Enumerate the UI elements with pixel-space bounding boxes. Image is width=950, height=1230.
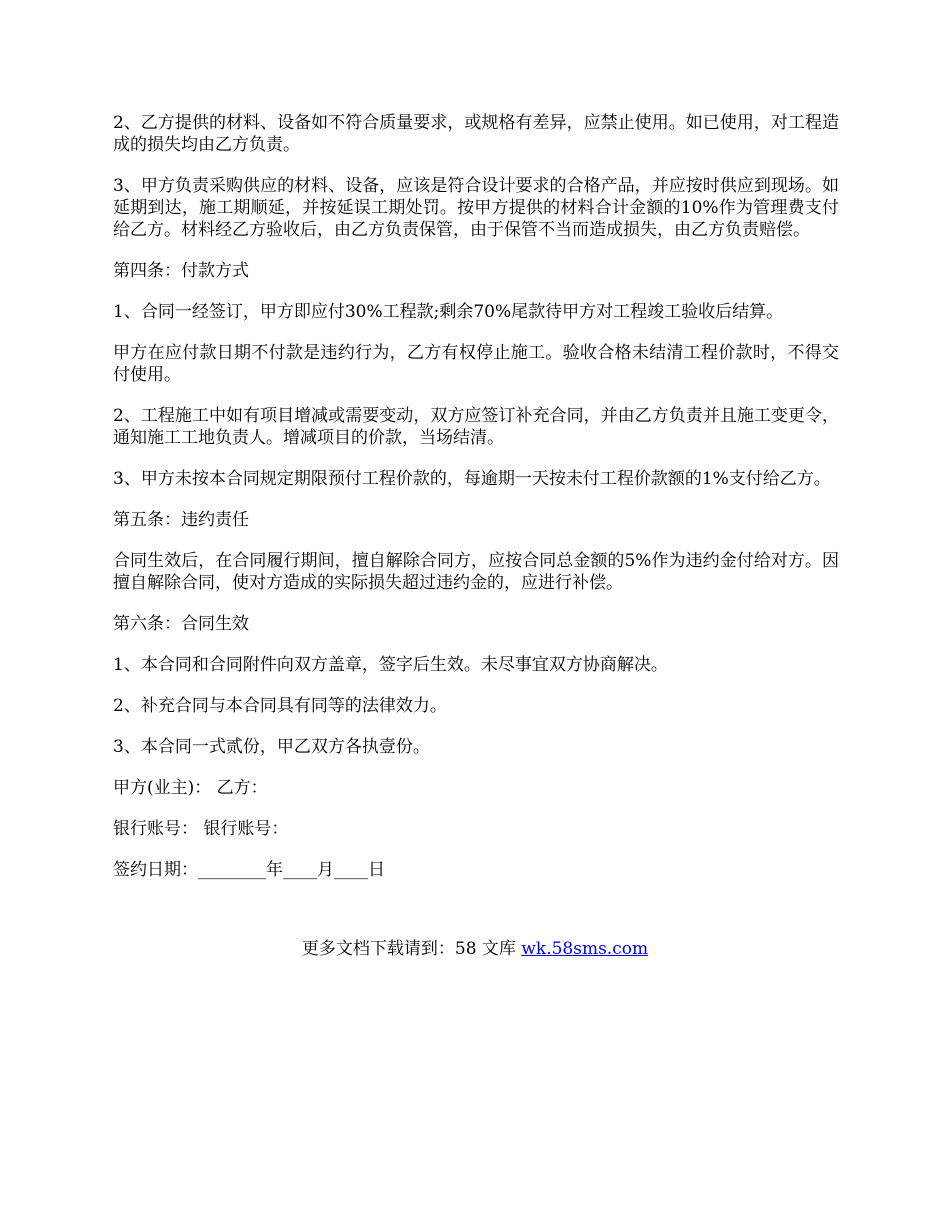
clause-effect-2: 2、补充合同与本合同具有同等的法律效力。	[113, 696, 447, 716]
section-heading-effect: 第六条：合同生效	[113, 614, 249, 634]
clause-materials-supply: 3、甲方负责采购供应的材料、设备，应该是符合设计要求的合格产品，并应按时供应到现场。如延期到达，施工期顺延，并按延误工期处罚。按甲方提供的材料合计金额的10%作为管理费支付给乙方。材料经乙方验收后，由乙方负责保管，由于保管不当而造成损失，由乙方负责赔偿。	[113, 176, 839, 240]
footer	[0, 938, 950, 960]
clause-effect-3: 3、本合同一式贰份，甲乙双方各执壹份。	[113, 737, 430, 757]
clause-materials-quality: 2、乙方提供的材料、设备如不符合质量要求，或规格有差异，应禁止使用。如已使用，对工程造成的损失均由乙方负责。	[113, 113, 839, 155]
clause-payment-3: 3、甲方未按本合同规定期限预付工程价款的，每逾期一天按未付工程价款额的1%支付给乙方。	[113, 469, 831, 489]
clause-effect-1: 1、本合同和合同附件向双方盖章，签字后生效。未尽事宜双方协商解决。	[113, 655, 668, 675]
clause-payment-2: 2、工程施工中如有项目增减或需要变动，双方应签订补充合同，并由乙方负责并且施工变更令，通知施工工地负责人。增减项目的价款，当场结清。	[113, 406, 839, 448]
section-heading-breach: 第五条：违约责任	[113, 510, 249, 530]
footer-link[interactable]: wk.58sms.com	[521, 939, 649, 959]
signing-date-line: 签约日期：________年____月____日	[113, 860, 385, 880]
clause-payment-default: 甲方在应付款日期不付款是违约行为，乙方有权停止施工。验收合格未结清工程价款时，不得交付使用。	[113, 343, 839, 385]
party-signature-line: 甲方(业主)： 乙方：	[113, 778, 268, 798]
section-heading-payment: 第四条：付款方式	[113, 261, 249, 281]
clause-payment-1: 1、合同一经签订，甲方即应付30%工程款;剩余70%尾款待甲方对工程竣工验收后结算。	[113, 302, 784, 322]
footer-text: 更多文档下载请到：58 文库	[301, 939, 522, 959]
clause-breach: 合同生效后，在合同履行期间，擅自解除合同方，应按合同总金额的5%作为违约金付给对方。因擅自解除合同，使对方造成的实际损失超过违约金的，应进行补偿。	[113, 551, 839, 593]
bank-account-line: 银行账号： 银行账号：	[113, 819, 289, 839]
document-body	[113, 112, 839, 900]
